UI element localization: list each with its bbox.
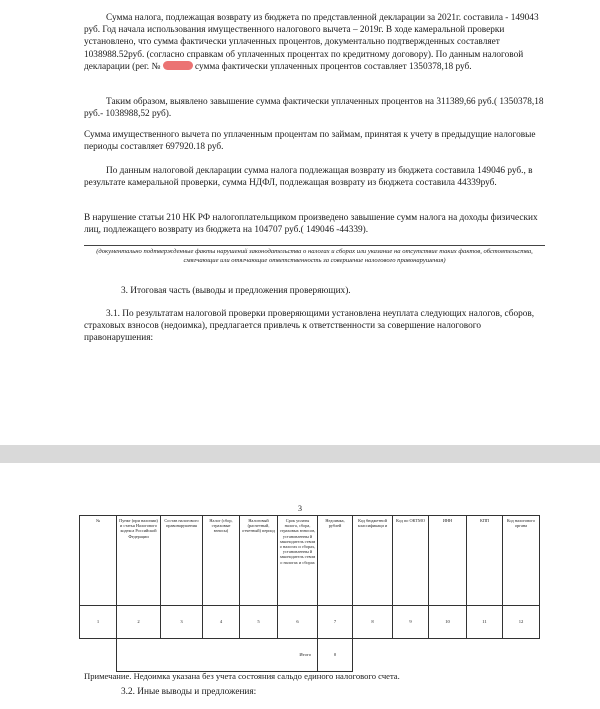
divider-line <box>84 245 545 246</box>
number-cell: 2 <box>117 606 161 639</box>
header-cell: Код бюджетной классификаци и <box>353 516 393 606</box>
total-label: Итого <box>117 639 318 672</box>
number-cell: 1 <box>80 606 117 639</box>
number-cell: 11 <box>467 606 503 639</box>
table-number-row <box>80 606 540 639</box>
header-cell: Код по ОКТМО <box>393 516 429 606</box>
number-cell: 6 <box>278 606 318 639</box>
section-3-2-heading: 3.2. Иные выводы и предложения: <box>121 687 257 697</box>
header-cell: Пункт (при наличии) и статья Налогового кодекса Российской Федерации <box>117 516 161 606</box>
header-cell: Налог (сбор, страховые взносы) <box>203 516 240 606</box>
section-3-1-paragraph: 3.1. По результатам налоговой проверки проверяющими установлена неуплата следующих налогов, сборов, страховых взносов (недоимка), предлагается привлечь к ответственности за совершение налогового правонарушения: <box>84 309 535 344</box>
number-cell: 9 <box>393 606 429 639</box>
header-cell: ИНН <box>429 516 467 606</box>
arrears-table <box>79 515 540 672</box>
header-cell: КПП <box>467 516 503 606</box>
header-cell: Код налогового органа <box>503 516 540 606</box>
footnote-italic: (документально подтвержденные факты нарушений законодательства о налогах и сборах или указание на отсутствие таких фактов, обстоятельства, смягчающие или отягчающие ответственность за совершение налогового правонарушения) <box>96 248 533 264</box>
header-cell: Недоимка, рублей <box>318 516 353 606</box>
number-cell: 4 <box>203 606 240 639</box>
table-header-row <box>80 516 540 606</box>
number-cell: 7 <box>318 606 353 639</box>
redaction-stamp <box>163 61 193 70</box>
number-cell: 5 <box>240 606 278 639</box>
paragraph-refund-amount: Сумма налога, подлежащая возврату из бюджета по представленной декларации за 2021г. составила - 149043 руб. Год начала использования имущественного налогового вычета – 2019г. В ходе камеральной проверки установлено, что сумма фактически уплаченных процентов, документально подтвержденных составляет 1038988.52руб. (согласно справкам об уплаченных процентах по кредитному договору). По данным налоговой декларации (рег. № сумма фактически уплаченных процентов составляет 1350378,18 руб. <box>84 13 539 72</box>
paragraph-overstatement: Таким образом, выявлено завышение сумма фактически уплаченных процентов на 311389,66 руб.( 1350378,18 руб.- 1038988,52 руб). <box>84 97 544 120</box>
page-number: 3 <box>298 504 302 513</box>
empty-cell <box>80 639 117 672</box>
document-page-2 <box>0 463 600 709</box>
number-cell: 10 <box>429 606 467 639</box>
total-value: 0 <box>318 639 353 672</box>
section-3-heading: 3. Итоговая часть (выводы и предложения проверяющих). <box>121 286 351 296</box>
header-cell: № <box>80 516 117 606</box>
paragraph-declaration-data: По данным налоговой декларации сумма налога подлежащая возврату из бюджета составила 149046 руб., в результате камеральной проверки, сумма НДФЛ, подлежащая возврату из бюджета составила 44339руб. <box>84 166 533 189</box>
paragraph-previous-deduction: Сумма имущественного вычета по уплаченным процентам по займам, принятая к учету в предыдущие налоговые периоды составляет 697920.18 руб. <box>84 130 536 153</box>
header-cell: Срок уплаты налога, сбора, страховых взносов, установленны й законодатель ством о налогах и сборах, установленны й законодатель ством о налогах и сборах <box>278 516 318 606</box>
number-cell: 8 <box>353 606 393 639</box>
header-cell: Налоговый (расчетный, отчетный) период <box>240 516 278 606</box>
paragraph-violation: В нарушение статьи 210 НК РФ налогоплательщиком произведено завышение сумм налога на доходы физических лиц, подлежащего возврату из бюджета на 104707 руб.( 149046 -44339). <box>84 213 538 236</box>
table-total-row <box>80 639 540 672</box>
number-cell: 3 <box>161 606 203 639</box>
header-cell: Состав налогового правонарушения <box>161 516 203 606</box>
empty-cell <box>353 639 540 672</box>
arrears-note: Примечание. Недоимка указана без учета состояния сальдо единого налогового счета. <box>84 671 400 681</box>
number-cell: 12 <box>503 606 540 639</box>
